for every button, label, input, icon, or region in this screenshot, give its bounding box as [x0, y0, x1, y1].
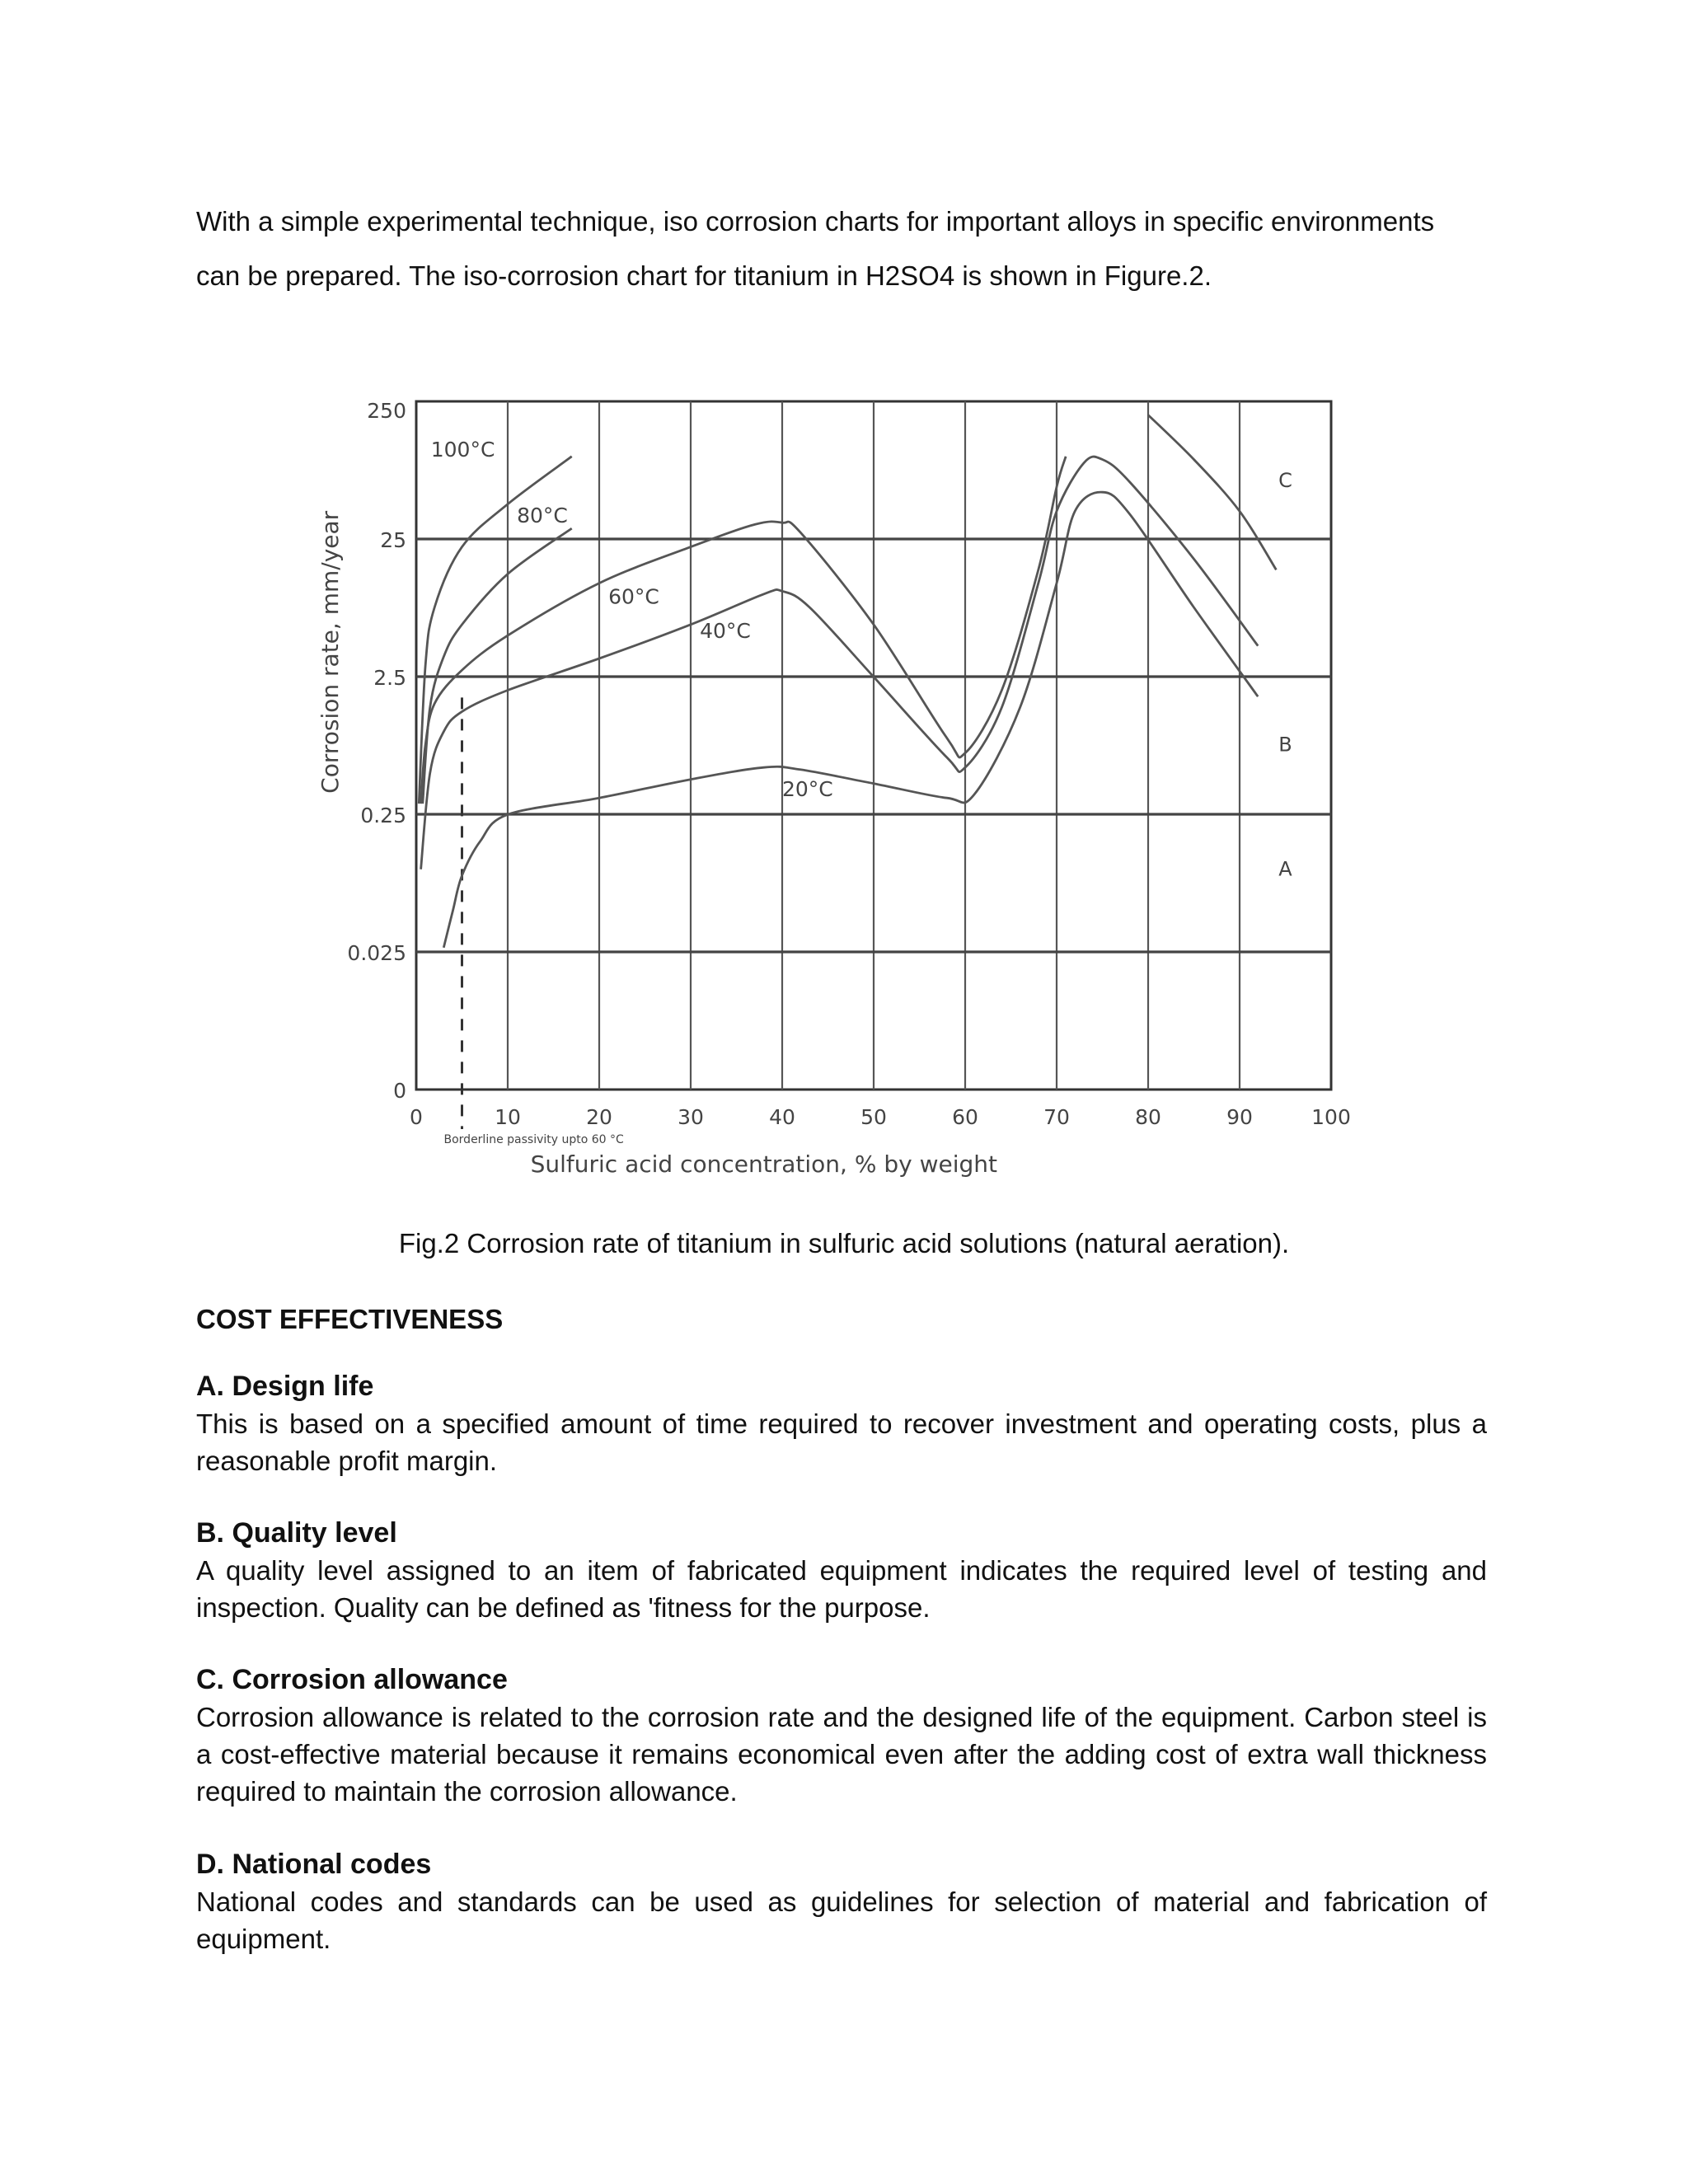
- figure-caption: Fig.2 Corrosion rate of titanium in sulfuric acid solutions (natural aeration).: [398, 1228, 1290, 1258]
- section-title: COST EFFECTIVENESS: [196, 1304, 504, 1334]
- x-tick-label: 30: [678, 1105, 704, 1129]
- iso-corrosion-chart: [313, 379, 1385, 1203]
- section-heading: A. Design life: [196, 1371, 374, 1402]
- y-axis-title: Corrosion rate, mm/year: [316, 510, 344, 794]
- section-design-life: [196, 1368, 1487, 1479]
- x-tick-label: 80: [1135, 1105, 1161, 1129]
- section-body: National codes and standards can be used as guidelines for selection of material and fabrication of equipment.: [196, 1886, 1487, 1954]
- x-tick-label: 40: [769, 1105, 795, 1129]
- series-label: 40°C: [700, 619, 751, 644]
- series-label: 80°C: [517, 504, 568, 528]
- section-heading: C. Corrosion allowance: [196, 1664, 508, 1695]
- series-label: 20°C: [782, 777, 833, 802]
- series-line: [423, 528, 572, 804]
- y-tick-label: 25: [380, 528, 406, 552]
- series-line: [1148, 415, 1276, 570]
- y-tick-label: 0.025: [347, 941, 406, 965]
- x-tick-label: 60: [952, 1105, 978, 1129]
- y-tick-label: 0.25: [360, 804, 406, 827]
- x-tick-label: 70: [1043, 1105, 1070, 1129]
- x-tick-label: 50: [860, 1105, 887, 1129]
- section-heading: D. National codes: [196, 1849, 432, 1880]
- x-tick-label: 20: [586, 1105, 612, 1129]
- y-tick-label: 0: [393, 1079, 406, 1103]
- x-tick-label: 100: [1311, 1105, 1351, 1129]
- section-corrosion-allowance: [196, 1661, 1487, 1810]
- x-tick-label: 10: [495, 1105, 521, 1129]
- section-national-codes: [196, 1846, 1487, 1957]
- section-quality-level: [196, 1515, 1487, 1626]
- borderline-note: Borderline passivity upto 60 °C: [443, 1133, 624, 1146]
- series-line: [443, 492, 1258, 948]
- region-label: A: [1278, 857, 1292, 881]
- section-body: Corrosion allowance is related to the corrosion rate and the designed life of the equipment. Carbon steel is a cost-effective material because it remains economical even after the adding cost of extra wall thickness required to maintain the corrosion allowance.: [196, 1702, 1487, 1807]
- section-body: This is based on a specified amount of time required to recover investment and operating costs, plus a reasonable profit margin.: [196, 1408, 1487, 1476]
- y-tick-label: 2.5: [373, 666, 406, 690]
- x-axis-title: Sulfuric acid concentration, % by weight: [530, 1151, 997, 1178]
- section-heading: B. Quality level: [196, 1517, 397, 1549]
- section-body: A quality level assigned to an item of fabricated equipment indicates the required level of testing and inspection. Quality can be defined as 'fitness for the purpose.: [196, 1555, 1487, 1623]
- x-tick-label: 90: [1226, 1105, 1253, 1129]
- y-tick-label: 250: [367, 399, 406, 423]
- series-label: 60°C: [608, 584, 659, 609]
- chart-labels: [316, 399, 1351, 1178]
- region-label: B: [1278, 733, 1292, 757]
- region-label: C: [1278, 468, 1292, 492]
- x-tick-label: 0: [410, 1105, 423, 1129]
- intro-paragraph: With a simple experimental technique, iso corrosion charts for important alloys in specific environments can be prepared. The iso-corrosion chart for titanium in H2SO4 is shown in Figure.2.: [196, 206, 1435, 291]
- series-label: 100°C: [430, 437, 495, 462]
